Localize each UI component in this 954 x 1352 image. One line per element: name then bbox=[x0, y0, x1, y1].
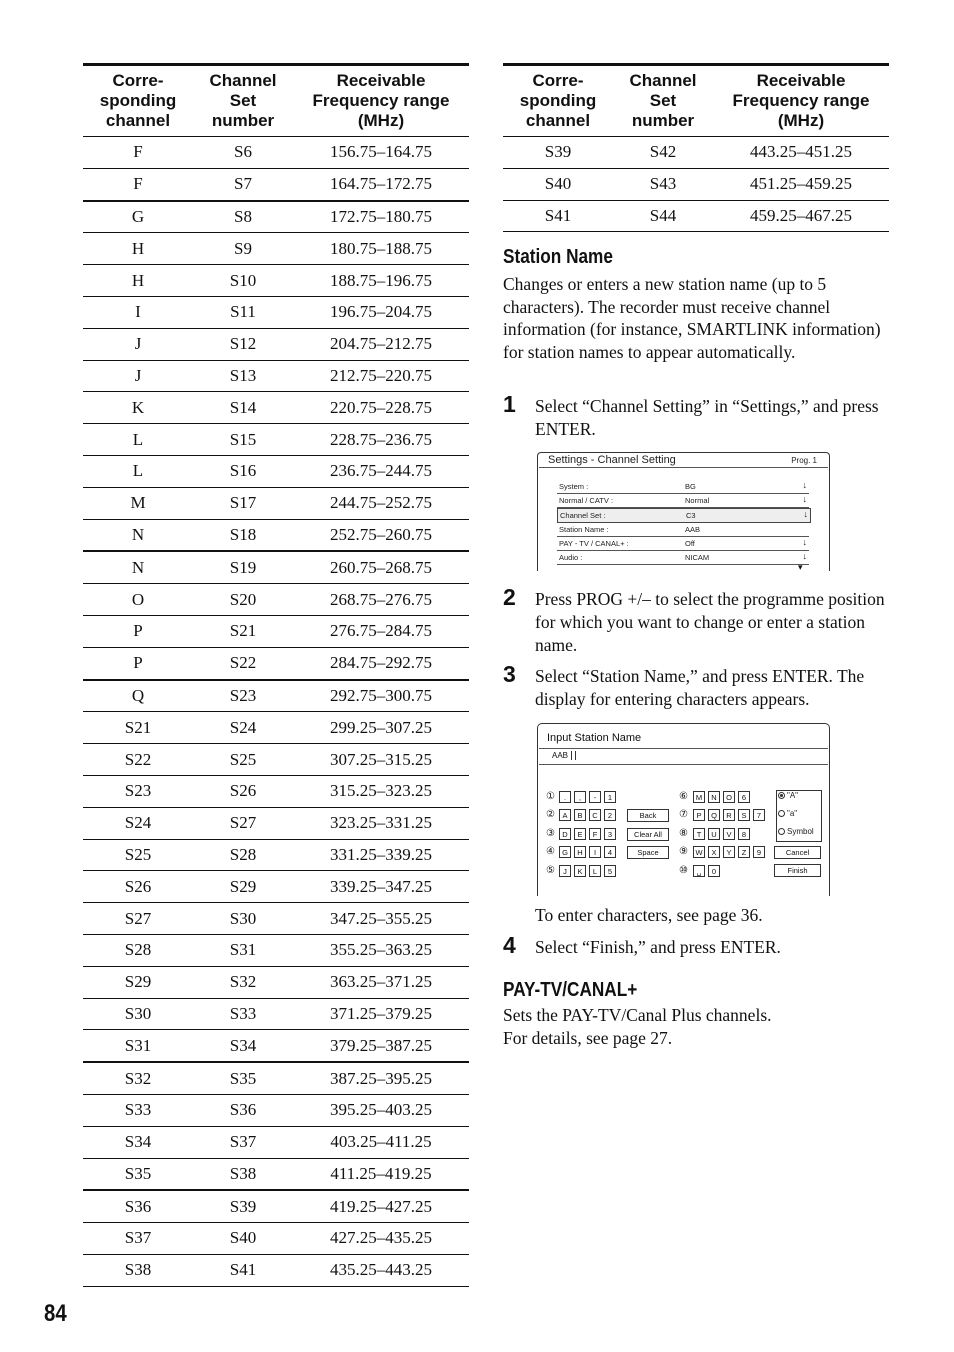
corresponding-channel-cell: I bbox=[83, 296, 193, 328]
frequency-range-cell: 299.25–307.25 bbox=[293, 712, 469, 744]
row-number-icon: ⑦ bbox=[679, 809, 688, 820]
corresponding-channel-cell: J bbox=[83, 328, 193, 360]
table-row bbox=[83, 1062, 469, 1094]
header-col3-text: Receivable Frequency range (MHz) bbox=[312, 71, 450, 130]
table-row bbox=[83, 839, 469, 871]
char-key[interactable]: D bbox=[559, 828, 571, 840]
mode-radio[interactable] bbox=[778, 792, 785, 799]
char-key[interactable]: 2 bbox=[604, 809, 616, 821]
char-key[interactable]: U bbox=[708, 828, 720, 840]
corresponding-channel-cell: S38 bbox=[83, 1254, 193, 1286]
corresponding-channel-cell: N bbox=[83, 551, 193, 583]
frequency-range-cell: 164.75–172.75 bbox=[293, 168, 469, 200]
page-number: 84 bbox=[44, 1300, 67, 1327]
table-row bbox=[83, 519, 469, 551]
header-col3-text: Receivable Frequency range (MHz) bbox=[732, 71, 870, 130]
table-row bbox=[83, 1158, 469, 1190]
table-row bbox=[83, 551, 469, 583]
frequency-range-cell: 331.25–339.25 bbox=[293, 839, 469, 871]
corresponding-channel-cell: S29 bbox=[83, 966, 193, 998]
char-key[interactable]: T bbox=[693, 828, 705, 840]
channel-set-cell: S12 bbox=[193, 328, 293, 360]
left-table-body bbox=[83, 137, 469, 1287]
input-screen-title: Input Station Name bbox=[547, 732, 642, 744]
table-row bbox=[83, 265, 469, 297]
char-key[interactable]: 6 bbox=[738, 791, 750, 803]
channel-set-cell: S10 bbox=[193, 265, 293, 297]
table-row bbox=[503, 137, 889, 169]
char-key[interactable]: 4 bbox=[604, 846, 616, 858]
arrow-down-icon: ↓ bbox=[802, 494, 807, 504]
corresponding-channel-cell: S30 bbox=[83, 998, 193, 1030]
corresponding-channel-cell: J bbox=[83, 360, 193, 392]
frequency-range-cell: 260.75–268.75 bbox=[293, 551, 469, 583]
channel-set-cell: S13 bbox=[193, 360, 293, 392]
table-row bbox=[83, 201, 469, 233]
channel-setting-screen bbox=[537, 452, 830, 571]
frequency-range-cell: 196.75–204.75 bbox=[293, 296, 469, 328]
frequency-range-cell: 188.75–196.75 bbox=[293, 265, 469, 297]
corresponding-channel-cell: S21 bbox=[83, 712, 193, 744]
corresponding-channel-cell: S24 bbox=[83, 807, 193, 839]
frequency-range-cell: 315.25–323.25 bbox=[293, 775, 469, 807]
setting-row[interactable] bbox=[557, 537, 809, 551]
setting-label: PAY - TV / CANAL+ : bbox=[559, 539, 629, 548]
mode-button-1[interactable]: Clear All bbox=[627, 828, 669, 841]
channel-set-cell: S6 bbox=[193, 137, 293, 169]
char-key[interactable]: X bbox=[708, 846, 720, 858]
frequency-range-cell: 427.25–435.25 bbox=[293, 1223, 469, 1255]
char-key[interactable]: P bbox=[693, 809, 705, 821]
corresponding-channel-cell: O bbox=[83, 584, 193, 616]
table-row bbox=[83, 168, 469, 200]
setting-value: Normal bbox=[685, 496, 710, 505]
row-number-icon: ⑤ bbox=[546, 865, 555, 876]
corresponding-channel-cell: Q bbox=[83, 680, 193, 712]
setting-row[interactable] bbox=[557, 480, 809, 494]
corresponding-channel-cell: S40 bbox=[503, 168, 613, 200]
corresponding-channel-cell: S22 bbox=[83, 744, 193, 776]
setting-label: System : bbox=[559, 482, 589, 491]
setting-row[interactable] bbox=[557, 551, 809, 565]
frequency-range-cell: 419.25–427.25 bbox=[293, 1190, 469, 1222]
mode-radio[interactable] bbox=[778, 810, 785, 817]
channel-set-cell: S8 bbox=[193, 201, 293, 233]
char-key[interactable]: 7 bbox=[753, 809, 765, 821]
corresponding-channel-cell: S25 bbox=[83, 839, 193, 871]
table-row bbox=[83, 328, 469, 360]
frequency-range-cell: 228.75–236.75 bbox=[293, 424, 469, 456]
channel-set-cell: S36 bbox=[193, 1094, 293, 1126]
frequency-range-cell: 339.25–347.25 bbox=[293, 871, 469, 903]
channel-set-cell: S32 bbox=[193, 966, 293, 998]
channel-set-cell: S33 bbox=[193, 998, 293, 1030]
arrow-down-icon: ↓ bbox=[802, 537, 807, 547]
header-col1-text: Corre- sponding channel bbox=[99, 71, 177, 130]
setting-row[interactable] bbox=[557, 494, 809, 508]
frequency-range-cell: 403.25–411.25 bbox=[293, 1126, 469, 1158]
channel-set-cell: S19 bbox=[193, 551, 293, 583]
mode-label: Symbol bbox=[787, 827, 814, 836]
channel-set-cell: S15 bbox=[193, 424, 293, 456]
char-key[interactable]: I bbox=[589, 846, 601, 858]
channel-set-cell: S20 bbox=[193, 584, 293, 616]
setting-row[interactable] bbox=[557, 508, 811, 523]
channel-set-cell: S17 bbox=[193, 487, 293, 519]
corresponding-channel-cell: S36 bbox=[83, 1190, 193, 1222]
input-station-name-screen bbox=[537, 723, 830, 896]
channel-set-cell: S9 bbox=[193, 233, 293, 265]
corresponding-channel-cell: S37 bbox=[83, 1223, 193, 1255]
char-key[interactable]: H bbox=[574, 846, 586, 858]
char-key[interactable]: 9 bbox=[753, 846, 765, 858]
setting-label: Station Name : bbox=[559, 525, 609, 534]
table-row bbox=[83, 934, 469, 966]
finish-button[interactable]: Finish bbox=[774, 864, 821, 877]
cancel-button[interactable]: Cancel bbox=[774, 846, 821, 859]
screen-title: Settings - Channel Setting bbox=[548, 454, 676, 466]
name-input-value: AAB bbox=[552, 751, 569, 760]
channel-set-cell: S29 bbox=[193, 871, 293, 903]
char-key[interactable]: 8 bbox=[738, 828, 750, 840]
pay-tv-text-2: For details, see page 27. bbox=[503, 1028, 673, 1048]
corresponding-channel-cell: P bbox=[83, 647, 193, 679]
char-key[interactable]: E bbox=[574, 828, 586, 840]
table-row bbox=[83, 137, 469, 169]
header-frequency-range bbox=[293, 65, 469, 137]
channel-set-cell: S21 bbox=[193, 615, 293, 647]
frequency-range-cell: 212.75–220.75 bbox=[293, 360, 469, 392]
setting-label: Channel Set : bbox=[560, 511, 606, 520]
row-number-icon: ⑥ bbox=[679, 791, 688, 802]
corresponding-channel-cell: M bbox=[83, 487, 193, 519]
corresponding-channel-cell: F bbox=[83, 168, 193, 200]
table-row bbox=[83, 233, 469, 265]
channel-set-cell: S28 bbox=[193, 839, 293, 871]
channel-set-cell: S26 bbox=[193, 775, 293, 807]
channel-set-cell: S7 bbox=[193, 168, 293, 200]
table-row bbox=[83, 871, 469, 903]
corresponding-channel-cell: S32 bbox=[83, 1062, 193, 1094]
step-2-number: 2 bbox=[503, 584, 516, 610]
channel-set-cell: S30 bbox=[193, 903, 293, 935]
frequency-range-cell: 387.25–395.25 bbox=[293, 1062, 469, 1094]
char-key[interactable]: - bbox=[589, 791, 601, 803]
char-key[interactable]: 0 bbox=[708, 865, 720, 877]
char-key[interactable]: S bbox=[738, 809, 750, 821]
corresponding-channel-cell: S31 bbox=[83, 1030, 193, 1062]
frequency-range-cell: 307.25–315.25 bbox=[293, 744, 469, 776]
table-row bbox=[83, 680, 469, 712]
setting-row[interactable] bbox=[557, 523, 809, 537]
frequency-range-cell: 244.75–252.75 bbox=[293, 487, 469, 519]
table-row bbox=[83, 1254, 469, 1286]
char-key[interactable]: F bbox=[589, 828, 601, 840]
table-row bbox=[83, 647, 469, 679]
frequency-range-cell: 156.75–164.75 bbox=[293, 137, 469, 169]
mode-button-2[interactable]: Space bbox=[627, 846, 669, 859]
frequency-range-cell: 355.25–363.25 bbox=[293, 934, 469, 966]
char-key[interactable]: O bbox=[723, 791, 735, 803]
arrow-down-icon: ↓ bbox=[802, 480, 807, 490]
mode-label: "a" bbox=[787, 809, 798, 818]
step-2-text: Press PROG +/– to select the programme position for which you want to change or enter a station name. bbox=[535, 589, 885, 655]
char-key[interactable]: J bbox=[559, 865, 571, 877]
header-frequency-range bbox=[713, 65, 889, 137]
frequency-range-cell: 443.25–451.25 bbox=[713, 137, 889, 169]
arrow-down-icon: ↓ bbox=[803, 509, 808, 519]
channel-set-cell: S31 bbox=[193, 934, 293, 966]
table-row bbox=[83, 487, 469, 519]
header-col1-text: Corre- sponding channel bbox=[519, 71, 597, 130]
mode-button-0[interactable]: Back bbox=[627, 809, 669, 822]
corresponding-channel-cell: S27 bbox=[83, 903, 193, 935]
mode-label: "A" bbox=[787, 791, 799, 800]
char-key[interactable]: W bbox=[693, 846, 705, 858]
table-row bbox=[83, 712, 469, 744]
station-name-heading: Station Name bbox=[503, 246, 613, 268]
corresponding-channel-cell: F bbox=[83, 137, 193, 169]
corresponding-channel-cell: S26 bbox=[83, 871, 193, 903]
corresponding-channel-cell: L bbox=[83, 455, 193, 487]
setting-label: Normal / CATV : bbox=[559, 496, 614, 505]
row-number-icon: ① bbox=[546, 791, 555, 802]
channel-set-cell: S23 bbox=[193, 680, 293, 712]
table-row bbox=[83, 392, 469, 424]
channel-set-cell: S41 bbox=[193, 1254, 293, 1286]
frequency-range-cell: 323.25–331.25 bbox=[293, 807, 469, 839]
table-row bbox=[83, 998, 469, 1030]
channel-set-cell: S24 bbox=[193, 712, 293, 744]
channel-set-cell: S27 bbox=[193, 807, 293, 839]
frequency-range-cell: 435.25–443.25 bbox=[293, 1254, 469, 1286]
scroll-down-icon: ▾ bbox=[798, 562, 803, 572]
corresponding-channel-cell: S34 bbox=[83, 1126, 193, 1158]
right-frequency-table bbox=[503, 63, 889, 232]
setting-value: AAB bbox=[685, 525, 701, 534]
frequency-range-cell: 371.25–379.25 bbox=[293, 998, 469, 1030]
char-key[interactable]: R bbox=[723, 809, 735, 821]
channel-set-cell: S16 bbox=[193, 455, 293, 487]
table-row bbox=[83, 775, 469, 807]
table-row bbox=[503, 200, 889, 232]
corresponding-channel-cell: K bbox=[83, 392, 193, 424]
frequency-range-cell: 180.75–188.75 bbox=[293, 233, 469, 265]
char-key[interactable]: G bbox=[559, 846, 571, 858]
channel-set-cell: S34 bbox=[193, 1030, 293, 1062]
channel-set-cell: S39 bbox=[193, 1190, 293, 1222]
corresponding-channel-cell: S39 bbox=[503, 137, 613, 169]
corresponding-channel-cell: H bbox=[83, 265, 193, 297]
table-row bbox=[503, 168, 889, 200]
frequency-range-cell: 347.25–355.25 bbox=[293, 903, 469, 935]
frequency-range-cell: 284.75–292.75 bbox=[293, 647, 469, 679]
frequency-range-cell: 292.75–300.75 bbox=[293, 680, 469, 712]
table-row bbox=[83, 584, 469, 616]
char-key[interactable]: 5 bbox=[604, 865, 616, 877]
char-key[interactable]: Y bbox=[723, 846, 735, 858]
setting-value: NICAM bbox=[685, 553, 710, 562]
row-number-icon: ⑨ bbox=[679, 846, 688, 857]
char-key[interactable]: B bbox=[574, 809, 586, 821]
corresponding-channel-cell: P bbox=[83, 615, 193, 647]
corresponding-channel-cell: N bbox=[83, 519, 193, 551]
char-key[interactable]: ␣ bbox=[693, 865, 705, 877]
characters-note: To enter characters, see page 36. bbox=[535, 905, 763, 925]
frequency-range-cell: 395.25–403.25 bbox=[293, 1094, 469, 1126]
row-number-icon: ④ bbox=[546, 846, 555, 857]
corresponding-channel-cell: S33 bbox=[83, 1094, 193, 1126]
table-row bbox=[83, 1030, 469, 1062]
table-row bbox=[83, 744, 469, 776]
step-1-number: 1 bbox=[503, 391, 516, 417]
channel-set-cell: S37 bbox=[193, 1126, 293, 1158]
frequency-range-cell: 204.75–212.75 bbox=[293, 328, 469, 360]
char-key[interactable]: Z bbox=[738, 846, 750, 858]
table-row bbox=[83, 1126, 469, 1158]
char-key[interactable]: 3 bbox=[604, 828, 616, 840]
table-row bbox=[83, 296, 469, 328]
header-channel-set-number bbox=[613, 65, 713, 137]
channel-set-cell: S18 bbox=[193, 519, 293, 551]
char-key[interactable]: N bbox=[708, 791, 720, 803]
mode-radio[interactable] bbox=[778, 828, 785, 835]
header-corresponding-channel bbox=[503, 65, 613, 137]
channel-set-cell: S25 bbox=[193, 744, 293, 776]
corresponding-channel-cell: S35 bbox=[83, 1158, 193, 1190]
frequency-range-cell: 459.25–467.25 bbox=[713, 200, 889, 232]
frequency-range-cell: 252.75–260.75 bbox=[293, 519, 469, 551]
step-3-text: Select “Station Name,” and press ENTER. The display for entering characters appears. bbox=[535, 666, 865, 709]
header-col2-text: Channel Set number bbox=[629, 71, 697, 130]
divider bbox=[539, 467, 828, 468]
char-key[interactable]: A bbox=[559, 809, 571, 821]
corresponding-channel-cell: G bbox=[83, 201, 193, 233]
text-cursor bbox=[571, 751, 576, 760]
char-key[interactable]: M bbox=[693, 791, 705, 803]
frequency-range-cell: 236.75–244.75 bbox=[293, 455, 469, 487]
channel-set-cell: S38 bbox=[193, 1158, 293, 1190]
table-row bbox=[83, 615, 469, 647]
step-4-text: Select “Finish,” and press ENTER. bbox=[535, 937, 781, 957]
table-row bbox=[83, 966, 469, 998]
char-key[interactable]: K bbox=[574, 865, 586, 877]
left-frequency-table bbox=[83, 63, 469, 1287]
header-channel-set-number bbox=[193, 65, 293, 137]
step-1-text: Select “Channel Setting” in “Settings,” and press ENTER. bbox=[535, 396, 879, 439]
frequency-range-cell: 172.75–180.75 bbox=[293, 201, 469, 233]
frequency-range-cell: 411.25–419.25 bbox=[293, 1158, 469, 1190]
table-row bbox=[83, 360, 469, 392]
pay-tv-text-1: Sets the PAY-TV/Canal Plus channels. bbox=[503, 1005, 772, 1025]
table-row bbox=[83, 455, 469, 487]
table-row bbox=[83, 424, 469, 456]
channel-set-cell: S42 bbox=[613, 137, 713, 169]
channel-set-cell: S43 bbox=[613, 168, 713, 200]
station-name-intro: Changes or enters a new station name (up to 5 characters). The recorder must receive channel information (for instance, SMARTLINK information) for station names to appear automatically. bbox=[503, 274, 881, 362]
frequency-range-cell: 363.25–371.25 bbox=[293, 966, 469, 998]
row-number-icon: ⑧ bbox=[679, 828, 688, 839]
channel-set-cell: S11 bbox=[193, 296, 293, 328]
pay-tv-heading: PAY-TV/CANAL+ bbox=[503, 979, 638, 1001]
table-row bbox=[83, 807, 469, 839]
channel-set-cell: S44 bbox=[613, 200, 713, 232]
step-4-number: 4 bbox=[503, 932, 516, 958]
name-input-field[interactable] bbox=[539, 748, 828, 765]
char-key[interactable]: , bbox=[574, 791, 586, 803]
channel-set-cell: S22 bbox=[193, 647, 293, 679]
char-key[interactable]: V bbox=[723, 828, 735, 840]
table-row bbox=[83, 903, 469, 935]
char-key[interactable]: Q bbox=[708, 809, 720, 821]
frequency-range-cell: 268.75–276.75 bbox=[293, 584, 469, 616]
corresponding-channel-cell: S28 bbox=[83, 934, 193, 966]
header-corresponding-channel bbox=[83, 65, 193, 137]
setting-value: Off bbox=[685, 539, 695, 548]
char-key[interactable]: . bbox=[559, 791, 571, 803]
frequency-range-cell: 276.75–284.75 bbox=[293, 615, 469, 647]
setting-value: C3 bbox=[686, 511, 696, 520]
right-table-body bbox=[503, 137, 889, 232]
channel-set-cell: S40 bbox=[193, 1223, 293, 1255]
prog-label: Prog. 1 bbox=[791, 456, 817, 465]
char-key[interactable]: C bbox=[589, 809, 601, 821]
header-col2-text: Channel Set number bbox=[209, 71, 277, 130]
row-number-icon: ② bbox=[546, 809, 555, 820]
setting-value: BG bbox=[685, 482, 696, 491]
channel-set-cell: S14 bbox=[193, 392, 293, 424]
corresponding-channel-cell: H bbox=[83, 233, 193, 265]
char-key[interactable]: 1 bbox=[604, 791, 616, 803]
arrow-down-icon: ↓ bbox=[802, 551, 807, 561]
channel-set-cell: S35 bbox=[193, 1062, 293, 1094]
row-number-icon: ③ bbox=[546, 828, 555, 839]
frequency-range-cell: 379.25–387.25 bbox=[293, 1030, 469, 1062]
row-number-icon: ⑩ bbox=[679, 865, 688, 876]
char-key[interactable]: L bbox=[589, 865, 601, 877]
table-row bbox=[83, 1190, 469, 1222]
step-3-number: 3 bbox=[503, 661, 516, 687]
frequency-range-cell: 451.25–459.25 bbox=[713, 168, 889, 200]
corresponding-channel-cell: L bbox=[83, 424, 193, 456]
table-row bbox=[83, 1223, 469, 1255]
corresponding-channel-cell: S23 bbox=[83, 775, 193, 807]
frequency-range-cell: 220.75–228.75 bbox=[293, 392, 469, 424]
setting-label: Audio : bbox=[559, 553, 583, 562]
table-row bbox=[83, 1094, 469, 1126]
corresponding-channel-cell: S41 bbox=[503, 200, 613, 232]
